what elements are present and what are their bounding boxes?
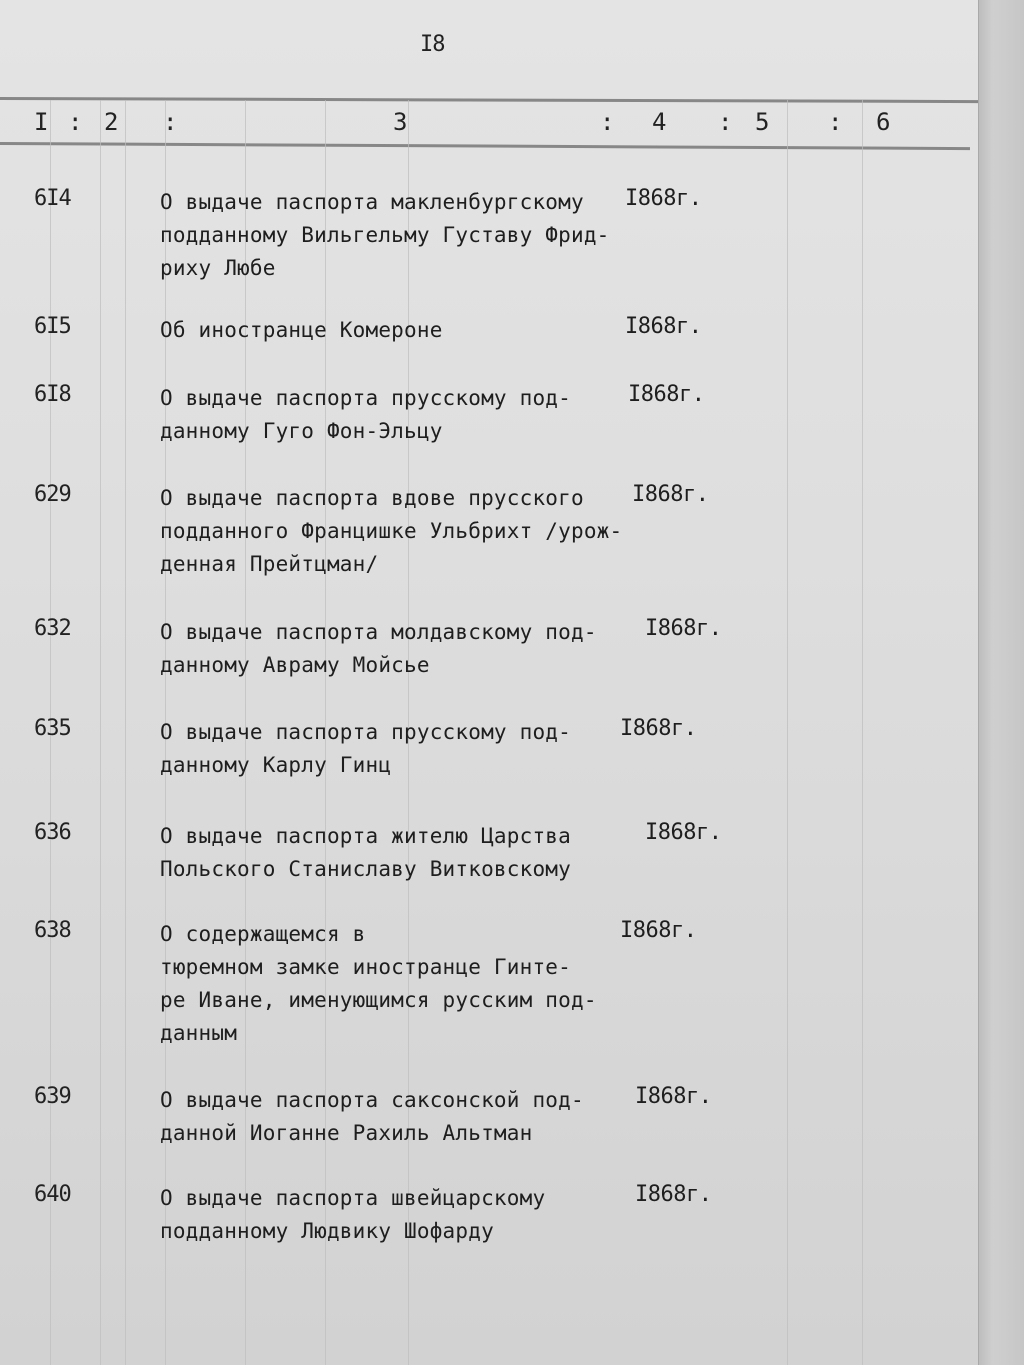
page-number: I8 bbox=[420, 32, 445, 57]
entry-title bbox=[160, 616, 630, 682]
entry-number: 6I5 bbox=[34, 314, 71, 339]
entry-title-line: данному Гуго Фон-Эльцу bbox=[160, 419, 443, 443]
column-separator: : bbox=[68, 108, 83, 136]
entry-title-line: О выдаче паспорта саксонской под- bbox=[160, 1088, 584, 1112]
entry-title bbox=[160, 382, 630, 448]
entry-year: I868г. bbox=[620, 918, 697, 943]
entry-title-line: тюремном замке иностранце Гинте- bbox=[160, 955, 571, 979]
header-top-rule bbox=[0, 97, 978, 103]
entry-year: I868г. bbox=[645, 616, 722, 641]
entry-number: 629 bbox=[34, 482, 71, 507]
entry-number: 635 bbox=[34, 716, 71, 741]
entry-title bbox=[160, 186, 630, 285]
entry-number: 639 bbox=[34, 1084, 71, 1109]
column-header-3: 3 bbox=[393, 108, 408, 136]
entry-title-line: риху Любе bbox=[160, 256, 276, 280]
entry-title-line: Об иностранце Комероне bbox=[160, 318, 443, 342]
entry-number: 6I4 bbox=[34, 186, 71, 211]
entry-number: 6I8 bbox=[34, 382, 71, 407]
column-header-6: 6 bbox=[876, 108, 891, 136]
entry-number: 638 bbox=[34, 918, 71, 943]
entry-title-line: подданного Францишке Ульбрихт /урож- bbox=[160, 519, 623, 543]
column-line bbox=[862, 100, 863, 1365]
entry-title-line: О выдаче паспорта швейцарскому bbox=[160, 1186, 546, 1210]
entry-title-line: ре Иване, именующимся русским под- bbox=[160, 988, 597, 1012]
entry-title bbox=[160, 314, 630, 347]
entry-year: I868г. bbox=[625, 314, 702, 339]
entry-title-line: О выдаче паспорта вдове прусского bbox=[160, 486, 584, 510]
entry-number: 632 bbox=[34, 616, 71, 641]
entry-title-line: О выдаче паспорта жителю Царства bbox=[160, 824, 571, 848]
entry-title bbox=[160, 716, 630, 782]
column-header-4: 4 bbox=[652, 108, 667, 136]
entry-year: I868г. bbox=[620, 716, 697, 741]
entry-title-line: данному Авраму Мойсье bbox=[160, 653, 430, 677]
column-header-5: 5 bbox=[755, 108, 770, 136]
column-separator: : bbox=[163, 108, 178, 136]
column-header-I: I bbox=[34, 108, 49, 136]
entry-title-line: О выдаче паспорта макленбургскому bbox=[160, 190, 584, 214]
entry-title bbox=[160, 1182, 630, 1248]
entry-number: 636 bbox=[34, 820, 71, 845]
entry-year: I868г. bbox=[645, 820, 722, 845]
next-page-edge bbox=[978, 0, 1024, 1365]
entry-title bbox=[160, 918, 630, 1050]
entry-title-line: денная Прейтцман/ bbox=[160, 552, 379, 576]
column-line bbox=[100, 100, 101, 1365]
entry-title-line: данному Карлу Гинц bbox=[160, 753, 392, 777]
entry-title bbox=[160, 1084, 630, 1150]
column-header-2: 2 bbox=[104, 108, 119, 136]
entry-year: I868г. bbox=[625, 186, 702, 211]
entry-title bbox=[160, 820, 630, 886]
entry-year: I868г. bbox=[635, 1084, 712, 1109]
entry-year: I868г. bbox=[632, 482, 709, 507]
entry-title-line: О выдаче паспорта молдавскому под- bbox=[160, 620, 597, 644]
entry-title-line: подданному Людвику Шофарду bbox=[160, 1219, 494, 1243]
entry-number: 640 bbox=[34, 1182, 71, 1207]
entry-year: I868г. bbox=[628, 382, 705, 407]
header-bottom-rule bbox=[0, 142, 970, 150]
entry-title-line: О выдаче паспорта прусскому под- bbox=[160, 386, 571, 410]
entry-title-line: подданному Вильгельму Густаву Фрид- bbox=[160, 223, 610, 247]
entry-title bbox=[160, 482, 630, 581]
column-separator: : bbox=[718, 108, 733, 136]
table-header-row bbox=[0, 108, 978, 142]
entry-title-line: данной Иоганне Рахиль Альтман bbox=[160, 1121, 533, 1145]
column-line bbox=[125, 100, 126, 1365]
entry-title-line: О выдаче паспорта прусскому под- bbox=[160, 720, 571, 744]
column-separator: : bbox=[828, 108, 843, 136]
column-line bbox=[787, 100, 788, 1365]
entry-title-line: Польского Станиславу Витковскому bbox=[160, 857, 571, 881]
entry-title-line: данным bbox=[160, 1021, 238, 1045]
entry-year: I868г. bbox=[635, 1182, 712, 1207]
entry-title-line: О содержащемся в bbox=[160, 922, 366, 946]
column-separator: : bbox=[600, 108, 615, 136]
